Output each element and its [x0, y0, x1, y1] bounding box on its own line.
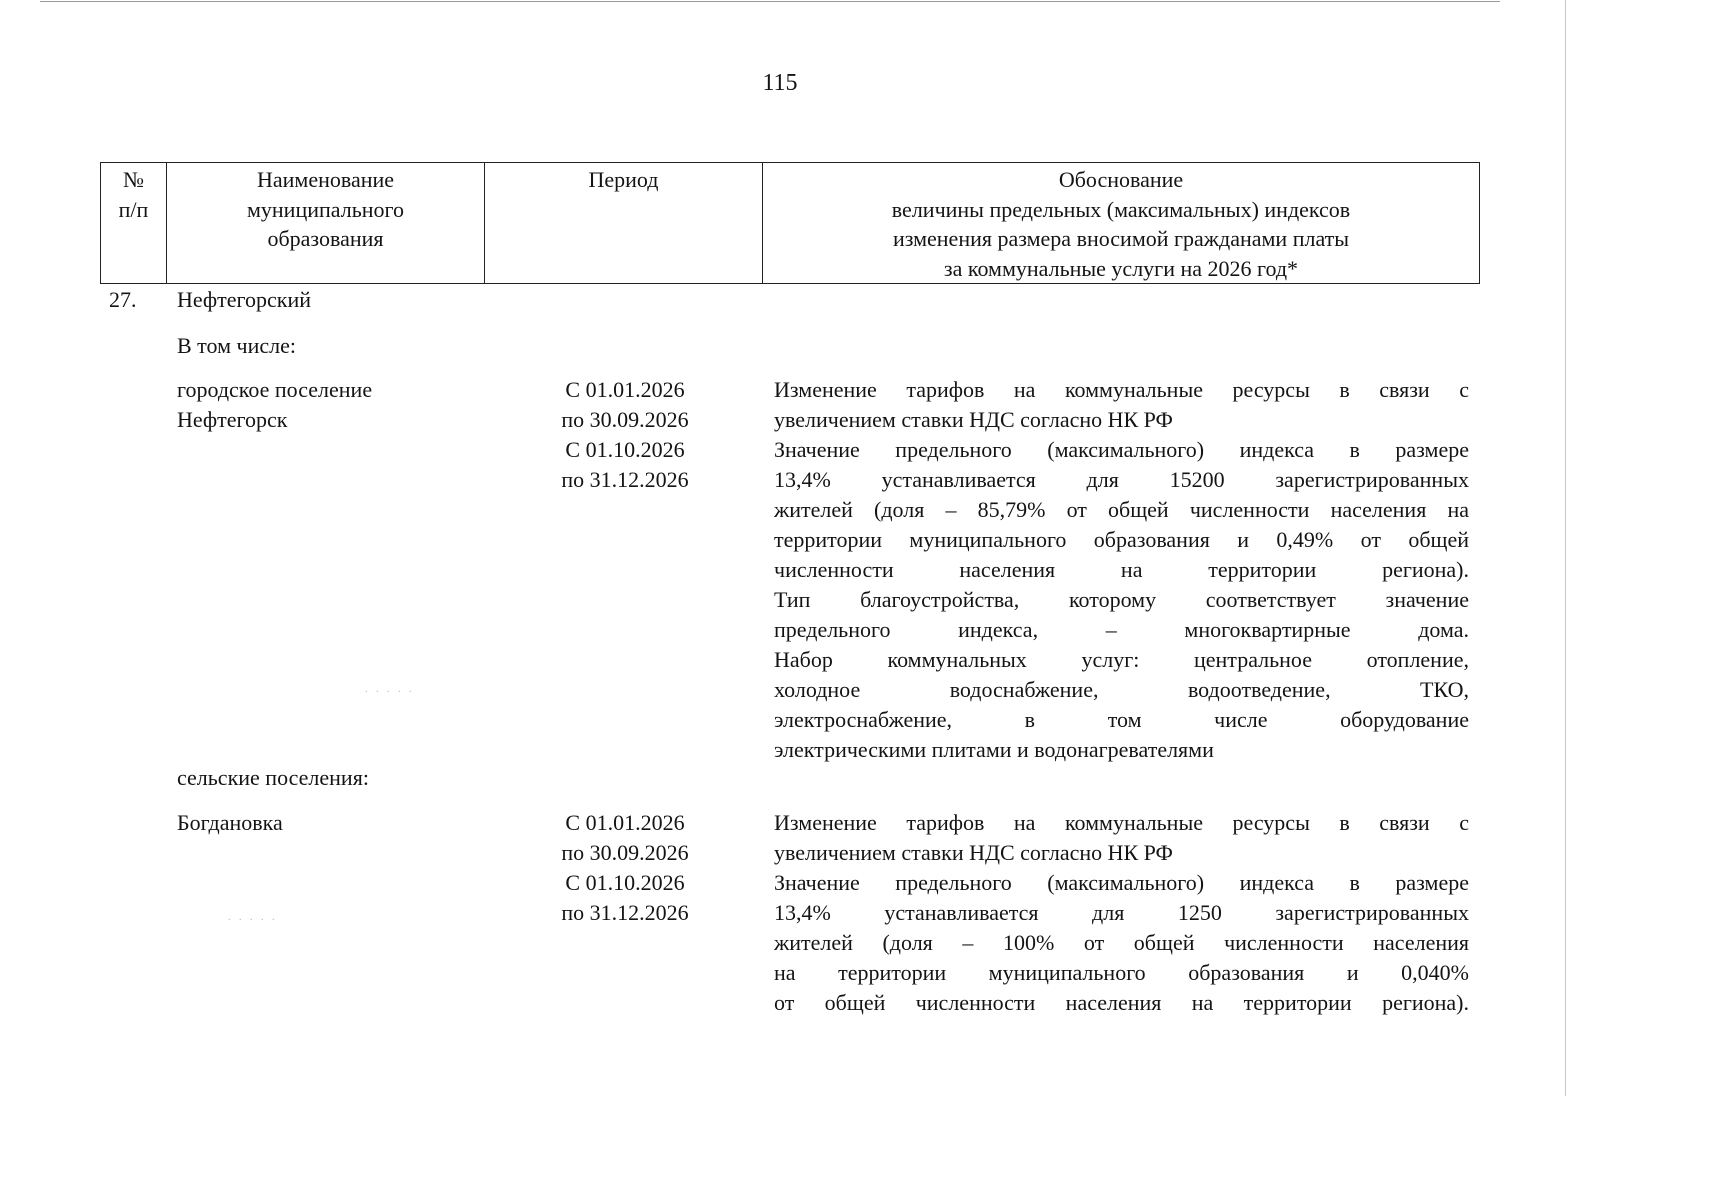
justification-line: Набор коммунальных услуг: центральное отопление,: [774, 647, 1469, 672]
header-municipality-line: Наименование: [256, 167, 395, 192]
justification-line: холодное водоснабжение, водоотведение, ТКО,: [774, 677, 1469, 702]
urban-period: [520, 375, 730, 495]
justification-line: от общей численности населения на территории региона).: [774, 990, 1469, 1015]
period-line: по 30.09.2026: [561, 840, 689, 865]
justification-line: жителей (доля – 85,79% от общей численности населения на: [774, 497, 1469, 522]
header-number-line: п/п: [118, 196, 149, 222]
header-period-line: Период: [588, 167, 659, 192]
header-number-line: №: [123, 167, 144, 192]
justification-line: Изменение тарифов на коммунальные ресурсы в связи с: [774, 810, 1469, 835]
period-line: С 01.01.2026: [565, 377, 685, 402]
rural-justification: [774, 808, 1469, 1018]
header-cell-period: [485, 163, 763, 284]
header-cell-municipality: [167, 163, 485, 284]
justification-line: предельного индекса, – многоквартирные дома.: [774, 617, 1469, 642]
urban-justification: [774, 375, 1469, 765]
header-municipality-line: муниципального: [246, 196, 404, 222]
header-municipality-line: образования: [267, 226, 384, 251]
justification-line: территории муниципального образования и 0,49% от общей: [774, 527, 1469, 552]
period-line: С 01.10.2026: [565, 437, 685, 462]
scan-top-edge: [40, 1, 1500, 2]
settlement-name-line: Нефтегорск: [177, 407, 288, 432]
header-justification-line: величины предельных (максимальных) индексов: [891, 196, 1351, 222]
page-number: 115: [762, 70, 798, 96]
scan-speckle: . . . . .: [228, 912, 278, 923]
justification-line: 13,4% устанавливается для 1250 зарегистрированных: [774, 900, 1469, 925]
period-line: С 01.01.2026: [565, 810, 685, 835]
justification-line: Изменение тарифов на коммунальные ресурсы в связи с: [774, 377, 1469, 402]
justification-line: электроснабжение, в том числе оборудование: [774, 707, 1469, 732]
justification-line: Значение предельного (максимального) индекса в размере: [774, 437, 1469, 462]
justification-line: жителей (доля – 100% от общей численности населения: [774, 930, 1469, 955]
header-justification-line: Обоснование: [1058, 167, 1184, 192]
period-line: по 31.12.2026: [561, 900, 689, 925]
table-header: [100, 162, 1480, 284]
including-label: В том числе:: [177, 333, 296, 358]
scan-speckle: . . . . .: [365, 684, 415, 695]
period-line: по 31.12.2026: [561, 467, 689, 492]
justification-line: увеличением ставки НДС согласно НК РФ: [774, 840, 1173, 865]
entry-number: 27.: [109, 287, 137, 312]
justification-line: численности населения на территории региона).: [774, 557, 1469, 582]
justification-line: на территории муниципального образования и 0,040%: [774, 960, 1469, 985]
header-justification-line: за коммунальные услуги на 2026 год*: [943, 255, 1299, 281]
table-header-row: [101, 163, 1480, 284]
justification-line: Тип благоустройства, которому соответствует значение: [774, 587, 1469, 612]
settlement-name: Богдановка: [177, 810, 283, 835]
rural-heading: сельские поселения:: [177, 765, 369, 790]
municipality-name: Нефтегорский: [177, 287, 312, 312]
justification-line: 13,4% устанавливается для 15200 зарегистрированных: [774, 467, 1469, 492]
period-line: по 30.09.2026: [561, 407, 689, 432]
header-justification-line: изменения размера вносимой гражданами платы: [892, 226, 1350, 251]
settlement-name-line: городское поселение: [177, 377, 373, 402]
header-cell-number: [101, 163, 167, 284]
justification-line: Значение предельного (максимального) индекса в размере: [774, 870, 1469, 895]
header-cell-justification: [763, 163, 1480, 284]
period-line: С 01.10.2026: [565, 870, 685, 895]
scan-right-edge: [1565, 0, 1566, 1096]
justification-line: электрическими плитами и водонагревателями: [774, 737, 1214, 762]
rural-period: [520, 808, 730, 928]
justification-line: увеличением ставки НДС согласно НК РФ: [774, 407, 1173, 432]
